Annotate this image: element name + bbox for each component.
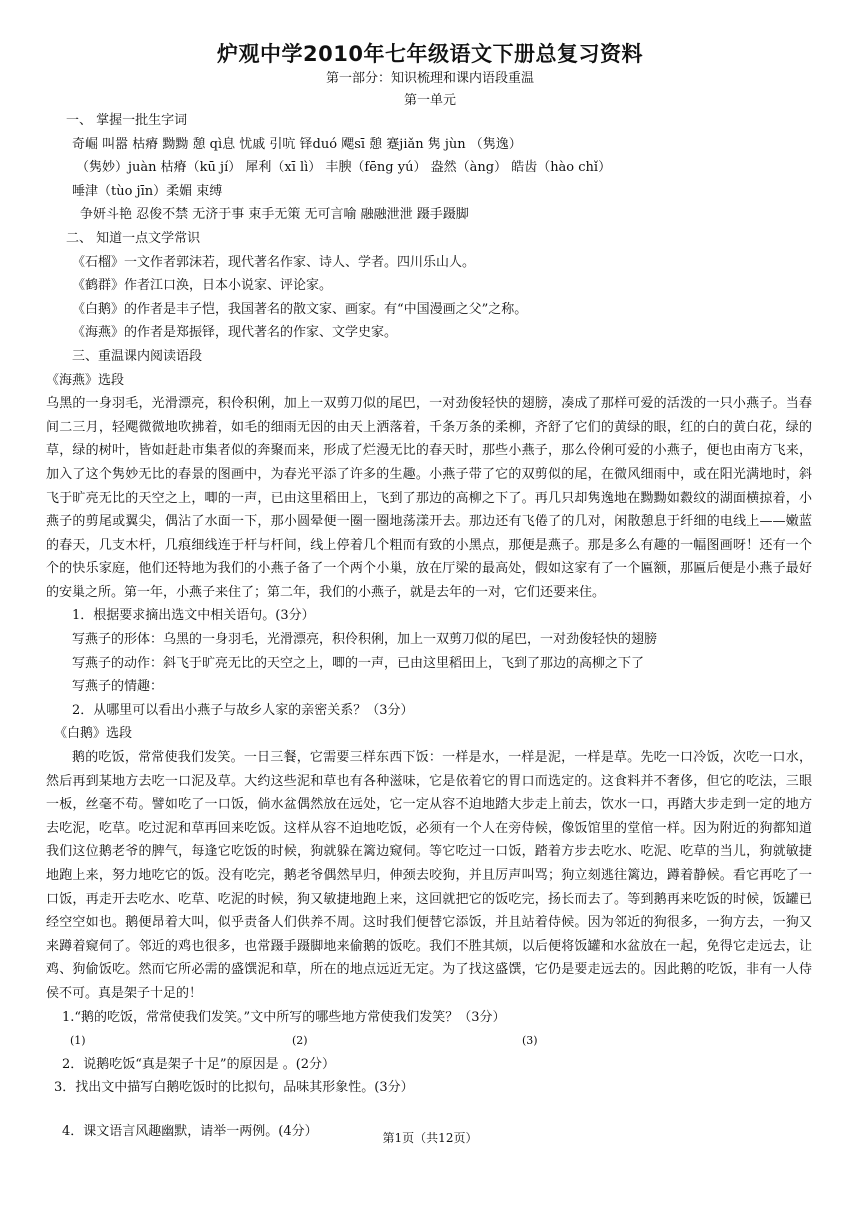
haiyan-answer-shape: 写燕子的形体：乌黑的一身羽毛，光滑漂亮，积伶积俐，加上一双剪刀似的尾巴，一对劲俊轻快的翅膀 [72, 632, 658, 648]
blank-1: (1) [70, 1034, 86, 1048]
vocab-line-4: 争妍斗艳 忍俊不禁 无济于事 束手无策 无可言喻 融融泄泄 蹑手蹑脚 [80, 207, 469, 223]
vocab-line-3: 唾津（tùo jīn）柔媚 束缚 [72, 183, 223, 199]
haiyan-question-1: 1．根据要求摘出选文中相关语句。(3分） [72, 608, 315, 624]
blank-2: (2) [292, 1034, 308, 1048]
literature-fact-3: 《白鹅》的作者是丰子恺，我国著名的散文家、画家。有“中国漫画之父”之称。 [72, 301, 528, 317]
baie-question-3: 3．找出文中描写白鹅吃饭时的比拟句，品味其形象性。(3分） [54, 1080, 414, 1096]
literature-fact-1: 《石榴》一文作者郭沫若，现代著名作家、诗人、学者。四川乐山人。 [72, 254, 476, 270]
haiyan-question-2: 2．从哪里可以看出小燕子与故乡人家的亲密关系？（3分） [72, 702, 414, 718]
document-title: 炉观中学2010年七年级语文下册总复习资料 [217, 42, 643, 66]
literature-fact-2: 《鹤群》作者江口涣，日本小说家、评论家。 [72, 278, 333, 294]
haiyan-passage: 乌黑的一身羽毛，光滑漂亮，积伶积俐，加上一双剪刀似的尾巴，一对劲俊轻快的翅膀，凑成了那样可爱的活泼的一只小燕子。当春间二三月，轻飔微微地吹拂着，如毛的细雨无因的由天上洒落着，千条万条的柔柳，齐舒了它们的黄绿的眼，红的白的黄白花，绿的草，绿的树叶，皆如赶赴市集者似的奔聚而来，形成了烂漫无比的春天时，那些小燕子，那么伶俐可爱的小燕子，便也由南方飞来，加入了这个隽妙无比的春景的图画中，为春光平添了许多的生趣。小燕子带了它的双剪似的尾，在微风细雨中，或在阳光满地时，斜飞于旷亮无比的天空之上，唧的一声，已由这里稻田上，飞到了那边的高柳之下了。再几只却隽逸地在黝黝如縠纹的湖面横掠着，小燕子的剪尾或翼尖，偶沾了水面一下，那小圆晕便一圈一圈地荡漾开去。那边还有飞倦了的几对，闲散憩息于纤细的电线上——嫩蓝的春天，几支木杆，几痕细线连于杆与杆间，线上停着几个粗而有致的小黑点，那便是燕子。那是多么有趣的一幅图画呀！还有一个个的快乐家庭，他们还特地为我们的小燕子备了一个两个小巢，放在厅梁的最高处，假如这家有了一个匾额，那匾后便是小燕子最好的安巢之所。第一年，小燕子来住了；第二年，我们的小燕子，就是去年的一对，它们还要来住。 [46, 396, 812, 600]
blank-3: (3) [522, 1034, 538, 1048]
baie-title: 《白鹅》选段 [54, 726, 133, 742]
unit-heading: 第一单元 [403, 93, 456, 108]
section-1-heading: 一、 掌握一批生字词 [66, 113, 188, 128]
section-2-heading: 二、 知道一点文学常识 [66, 230, 201, 246]
baie-q1-blank-row [52, 1029, 812, 1053]
haiyan-title: 《海燕》选段 [46, 372, 125, 388]
document-subtitle: 第一部分：知识梳理和课内语段重温 [325, 71, 534, 86]
section-3-heading: 三、重温课内阅读语段 [72, 348, 203, 364]
haiyan-answer-action: 写燕子的动作：斜飞于旷亮无比的天空之上，唧的一声，已由这里稻田上，飞到了那边的高柳之下了 [72, 655, 645, 671]
baie-passage: 鹅的吃饭，常常使我们发笑。一日三餐，它需要三样东西下饭：一样是水，一样是泥，一样是草。先吃一口冷饭，次吃一口水，然后再到某地方去吃一口泥及草。大约这些泥和草也有各种滋味，它是依着它的胃口而选定的。这食料并不奢侈，但它的吃法，三眼一板，丝毫不苟。譬如吃了一口饭，倘水盆偶然放在远处，它一定从容不迫地踏大步走上前去，饮水一口，再踏大步走到一定的地方去吃泥，吃草。吃过泥和草再回来吃饭。这样从容不迫地吃饭，必须有一个人在旁侍候，像饭馆里的堂倌一样。因为附近的狗都知道我们这位鹅老爷的脾气，每逢它吃饭的时候，狗就躲在篱边窥伺。等它吃过一口饭，踏着方步去吃水、吃泥、吃草的当儿，狗就敏捷地跑上来，努力地吃它的饭。没有吃完，鹅老爷偶然早归，伸颈去咬狗，并且厉声叫骂；狗立刻逃往篱边，蹲着静候。看它再吃了一口饭，再走开去吃水、吃草、吃泥的时候，狗又敏捷地跑上来，这回就把它的饭吃完，扬长而去了。等到鹅再来吃饭的时候，饭罐已经空空如也。鹅便昂着大叫，似乎责备人们供养不周。这时我们便替它添饭，并且站着侍候。因为邻近的狗很多，一狗方去，一狗又来蹲着窥伺了。邻近的鸡也很多，也常蹑手蹑脚地来偷鹅的饭吃。我们不胜其烦，以后便将饭罐和水盆放在一起，免得它走远去，让鸡、狗偷饭吃。然而它所必需的盛馔泥和草，所在的地点远近无定。为了找这盛馔，它仍是要走远去的。因此鹅的吃饭，非有一人侍侯不可。真是架子十足的！ [46, 750, 812, 1001]
page-footer: 第1页（共12页） [382, 1131, 478, 1145]
baie-question-4: 4．课文语言风趣幽默，请举一两例。(4分） [62, 1123, 318, 1139]
literature-fact-4: 《海燕》的作者是郑振铎，现代著名的作家、文学史家。 [72, 325, 398, 341]
document-body [46, 109, 812, 1144]
baie-question-1: 1.“鹅的吃饭，常常使我们发笑。”文中所写的哪些地方常使我们发笑？（3分） [62, 1009, 506, 1025]
vocab-line-2: （隽妙）juàn 枯瘠（kū jí） 犀利（xī lì） 丰腴（fēng yú） 盎然（àng） 皓齿（hào chǐ） [76, 160, 612, 176]
vocab-line-1: 奇崛 叫嚣 枯瘠 黝黝 憩 qì息 忧戚 引吭 铎duó 飔sī 憩 蹇jiǎn 隽 jùn （隽逸） [72, 136, 522, 152]
haiyan-answer-interest: 写燕子的情趣： [72, 679, 164, 695]
baie-question-2: 2．说鹅吃饭“真是架子十足”的原因是 。(2分） [62, 1056, 336, 1072]
